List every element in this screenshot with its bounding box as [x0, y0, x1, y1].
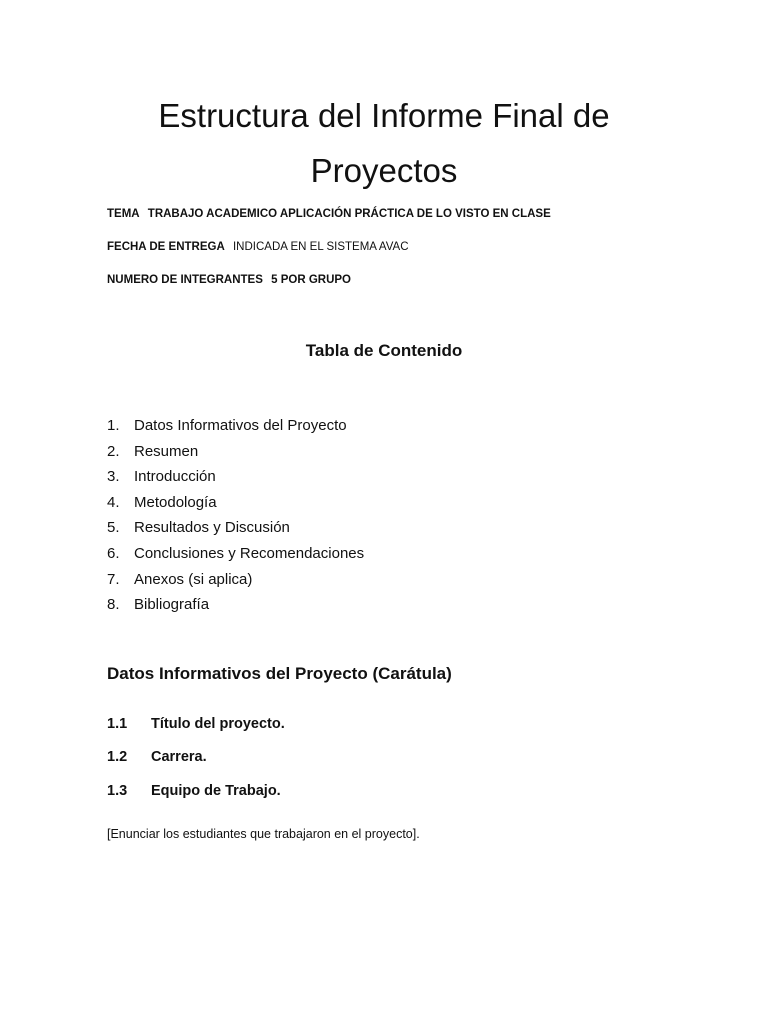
toc-item-number: 7.: [107, 570, 120, 588]
subsection-label: Equipo de Trabajo.: [151, 783, 281, 799]
meta-numero-value: 5 POR GRUPO: [271, 274, 351, 286]
toc-item: [107, 515, 364, 541]
toc-item-number: 8.: [107, 596, 120, 614]
section-heading: Datos Informativos del Proyecto (Carátula): [107, 664, 452, 683]
meta-tema-value: TRABAJO ACADEMICO APLICACIÓN PRÁCTICA DE LO VISTO EN CLASE: [147, 208, 551, 220]
toc-item: [107, 541, 364, 567]
toc-item-label: Resultados y Discusión: [134, 519, 290, 537]
meta-numero-label: NUMERO DE INTEGRANTES: [107, 274, 263, 286]
section-note: [Enunciar los estudiantes que trabajaron en el proyecto].: [107, 827, 420, 841]
meta-tema: [107, 206, 551, 222]
toc-item: [107, 592, 364, 618]
subsection-label: Título del proyecto.: [151, 716, 285, 732]
meta-fecha-label: FECHA DE ENTREGA: [107, 241, 225, 253]
toc-item-label: Metodología: [134, 493, 217, 511]
toc-item-number: 2.: [107, 442, 120, 460]
meta-fecha-value: INDICADA EN EL SISTEMA AVAC: [232, 241, 409, 253]
toc-item: [107, 413, 364, 439]
subsection-number: 1.3: [107, 783, 128, 799]
toc-item-number: 5.: [107, 519, 120, 537]
meta-tema-label: TEMA: [107, 208, 140, 220]
toc-item-number: 6.: [107, 544, 120, 562]
meta-numero: [107, 272, 351, 288]
toc-item: [107, 464, 364, 490]
toc-item-label: Resumen: [134, 442, 199, 460]
document-title: [84, 88, 684, 198]
subsection-item: [107, 714, 285, 734]
toc-item-label: Anexos (si aplica): [134, 570, 253, 588]
subsection-item: [107, 781, 281, 801]
toc-item-label: Datos Informativos del Proyecto: [134, 417, 347, 434]
subsection-number: 1.2: [107, 749, 128, 765]
document-title-line-2: Proyectos: [310, 152, 458, 189]
toc-item-number: 3.: [107, 468, 120, 486]
toc-list: [107, 413, 364, 618]
toc-item: [107, 439, 364, 465]
toc-item-label: Conclusiones y Recomendaciones: [134, 544, 365, 562]
toc-item-number: 4.: [107, 493, 120, 511]
toc-item-label: Introducción: [134, 468, 216, 486]
meta-fecha: [107, 239, 409, 255]
subsection-item: [107, 747, 207, 767]
document-title-line-1: Estructura del Informe Final de: [158, 97, 610, 134]
toc-item: [107, 490, 364, 516]
toc-item: [107, 567, 364, 593]
toc-item-label: Bibliografía: [134, 596, 210, 614]
subsection-label: Carrera.: [151, 749, 207, 765]
toc-item-number: 1.: [107, 417, 120, 434]
subsection-number: 1.1: [107, 716, 128, 732]
toc-heading: Tabla de Contenido: [305, 341, 463, 360]
